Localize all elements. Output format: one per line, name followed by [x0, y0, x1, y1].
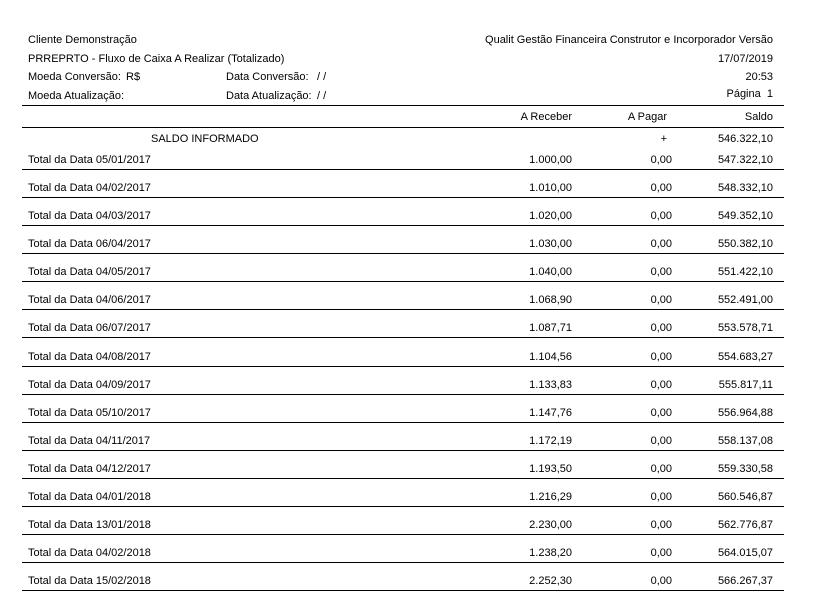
row-divider [22, 337, 784, 338]
row-a-receber: 2.252,30 [529, 575, 572, 587]
row-a-receber: 1.238,20 [529, 547, 572, 559]
row-saldo: 564.015,07 [717, 547, 773, 559]
row-saldo: 549.352,10 [717, 210, 773, 223]
table-row [0, 491, 814, 519]
row-divider [22, 450, 784, 451]
table-row [0, 154, 814, 182]
table-row [0, 322, 814, 350]
table-row [0, 407, 814, 435]
row-saldo: 556.964,88 [717, 406, 773, 419]
table-row [0, 463, 814, 491]
row-divider [22, 394, 784, 395]
moeda-conversao-label: Moeda Conversão: [28, 71, 121, 83]
row-label: Total da Data 04/05/2017 [28, 266, 151, 279]
row-saldo: 558.137,08 [717, 434, 773, 447]
col-header-a-receber: A Receber [520, 111, 572, 123]
row-a-pagar: 0,00 [650, 378, 672, 391]
row-label: Total da Data 04/01/2018 [28, 490, 151, 503]
col-header-a-pagar: A Pagar [627, 111, 667, 123]
table-row [0, 575, 814, 603]
row-a-pagar: 0,00 [650, 182, 672, 195]
saldo-informado-value: 546.322,10 [717, 133, 773, 145]
row-saldo: 560.546,87 [717, 490, 773, 503]
row-saldo: 566.267,37 [717, 575, 773, 587]
row-a-receber: 1.087,71 [529, 322, 572, 335]
row-a-receber: 1.147,76 [529, 406, 572, 419]
row-label: Total da Data 04/08/2017 [28, 350, 151, 363]
row-saldo: 547.322,10 [717, 154, 773, 166]
page-number: 1 [766, 88, 773, 100]
row-label: Total da Data 15/02/2018 [28, 575, 151, 587]
row-divider [22, 422, 784, 423]
row-saldo: 559.330,58 [717, 462, 773, 475]
data-conversao-value: / / [317, 71, 327, 83]
table-row [0, 547, 814, 575]
row-divider [22, 197, 784, 198]
row-divider [22, 506, 784, 507]
row-saldo: 548.332,10 [717, 182, 773, 195]
column-header-divider [22, 127, 784, 128]
row-a-pagar: 0,00 [650, 322, 672, 335]
row-a-receber: 1.068,90 [529, 294, 572, 307]
row-label: Total da Data 04/09/2017 [28, 378, 151, 391]
row-saldo: 551.422,10 [717, 266, 773, 279]
row-a-pagar: 0,00 [650, 462, 672, 475]
table-row [0, 435, 814, 463]
row-divider [22, 281, 784, 282]
system-name: Qualit Gestão Financeira Construtor e Incorporador Versão [485, 34, 773, 46]
row-saldo: 562.776,87 [717, 518, 773, 531]
row-divider [22, 225, 784, 226]
table-row [0, 182, 814, 210]
row-divider [22, 590, 784, 591]
row-a-receber: 1.030,00 [529, 238, 572, 251]
row-divider [22, 478, 784, 479]
table-row [0, 379, 814, 407]
row-a-pagar: 0,00 [650, 575, 672, 587]
row-label: Total da Data 04/06/2017 [28, 294, 151, 307]
row-saldo: 554.683,27 [717, 350, 773, 363]
report-date: 17/07/2019 [717, 53, 773, 65]
row-a-receber: 1.010,00 [529, 182, 572, 195]
page-label: Página [726, 88, 761, 100]
header-divider [22, 105, 784, 106]
col-header-saldo: Saldo [744, 111, 773, 123]
row-a-receber: 1.133,83 [529, 378, 572, 391]
row-label: Total da Data 04/03/2017 [28, 210, 151, 223]
row-a-receber: 1.040,00 [529, 266, 572, 279]
client-name: Cliente Demonstração [28, 34, 137, 46]
row-a-receber: 1.216,29 [529, 490, 572, 503]
report-time: 20:53 [745, 71, 773, 83]
row-label: Total da Data 06/04/2017 [28, 238, 151, 251]
row-a-pagar: 0,00 [650, 294, 672, 307]
row-label: Total da Data 05/01/2017 [28, 154, 151, 166]
row-a-pagar: 0,00 [650, 238, 672, 251]
row-label: Total da Data 05/10/2017 [28, 406, 151, 419]
row-a-pagar: 0,00 [650, 406, 672, 419]
data-atualizacao-value: / / [317, 90, 327, 102]
moeda-conversao-value: R$ [126, 71, 141, 83]
table-row [0, 238, 814, 266]
row-label: Total da Data 04/02/2017 [28, 182, 151, 195]
row-divider [22, 253, 784, 254]
row-label: Total da Data 13/01/2018 [28, 518, 151, 531]
row-label: Total da Data 04/12/2017 [28, 462, 151, 475]
saldo-informado-label: SALDO INFORMADO [151, 133, 259, 145]
page-indicator [726, 88, 773, 100]
row-a-pagar: 0,00 [650, 350, 672, 363]
row-a-pagar: 0,00 [650, 518, 672, 531]
moeda-atualizacao-label: Moeda Atualização: [28, 90, 125, 102]
table-row [0, 266, 814, 294]
row-a-pagar: 0,00 [650, 547, 672, 559]
row-divider [22, 366, 784, 367]
row-saldo: 553.578,71 [717, 322, 773, 335]
row-label: Total da Data 04/02/2018 [28, 547, 151, 559]
row-a-receber: 1.193,50 [529, 462, 572, 475]
table-row [0, 519, 814, 547]
row-divider [22, 534, 784, 535]
row-saldo: 550.382,10 [717, 238, 773, 251]
row-a-pagar: 0,00 [650, 434, 672, 447]
row-a-pagar: 0,00 [650, 210, 672, 223]
table-row [0, 294, 814, 322]
report-title: PRREPRTO - Fluxo de Caixa A Realizar (Totalizado) [28, 53, 285, 65]
row-a-pagar: 0,00 [650, 490, 672, 503]
row-saldo: 552.491,00 [717, 294, 773, 307]
row-a-receber: 2.230,00 [529, 518, 572, 531]
row-a-pagar: 0,00 [650, 266, 672, 279]
data-atualizacao-label: Data Atualização: [226, 90, 312, 102]
data-conversao-label: Data Conversão: [226, 71, 309, 83]
row-a-receber: 1.020,00 [529, 210, 572, 223]
saldo-informado-sign: + [660, 133, 667, 145]
row-label: Total da Data 06/07/2017 [28, 322, 151, 335]
row-a-pagar: 0,00 [650, 154, 672, 166]
row-label: Total da Data 04/11/2017 [28, 434, 151, 447]
table-row [0, 210, 814, 238]
table-row [0, 351, 814, 379]
row-a-receber: 1.172,19 [529, 434, 572, 447]
row-divider [22, 169, 784, 170]
row-divider [22, 562, 784, 563]
row-divider [22, 309, 784, 310]
row-a-receber: 1.104,56 [529, 350, 572, 363]
row-a-receber: 1.000,00 [529, 154, 572, 166]
row-saldo: 555.817,11 [718, 378, 773, 391]
